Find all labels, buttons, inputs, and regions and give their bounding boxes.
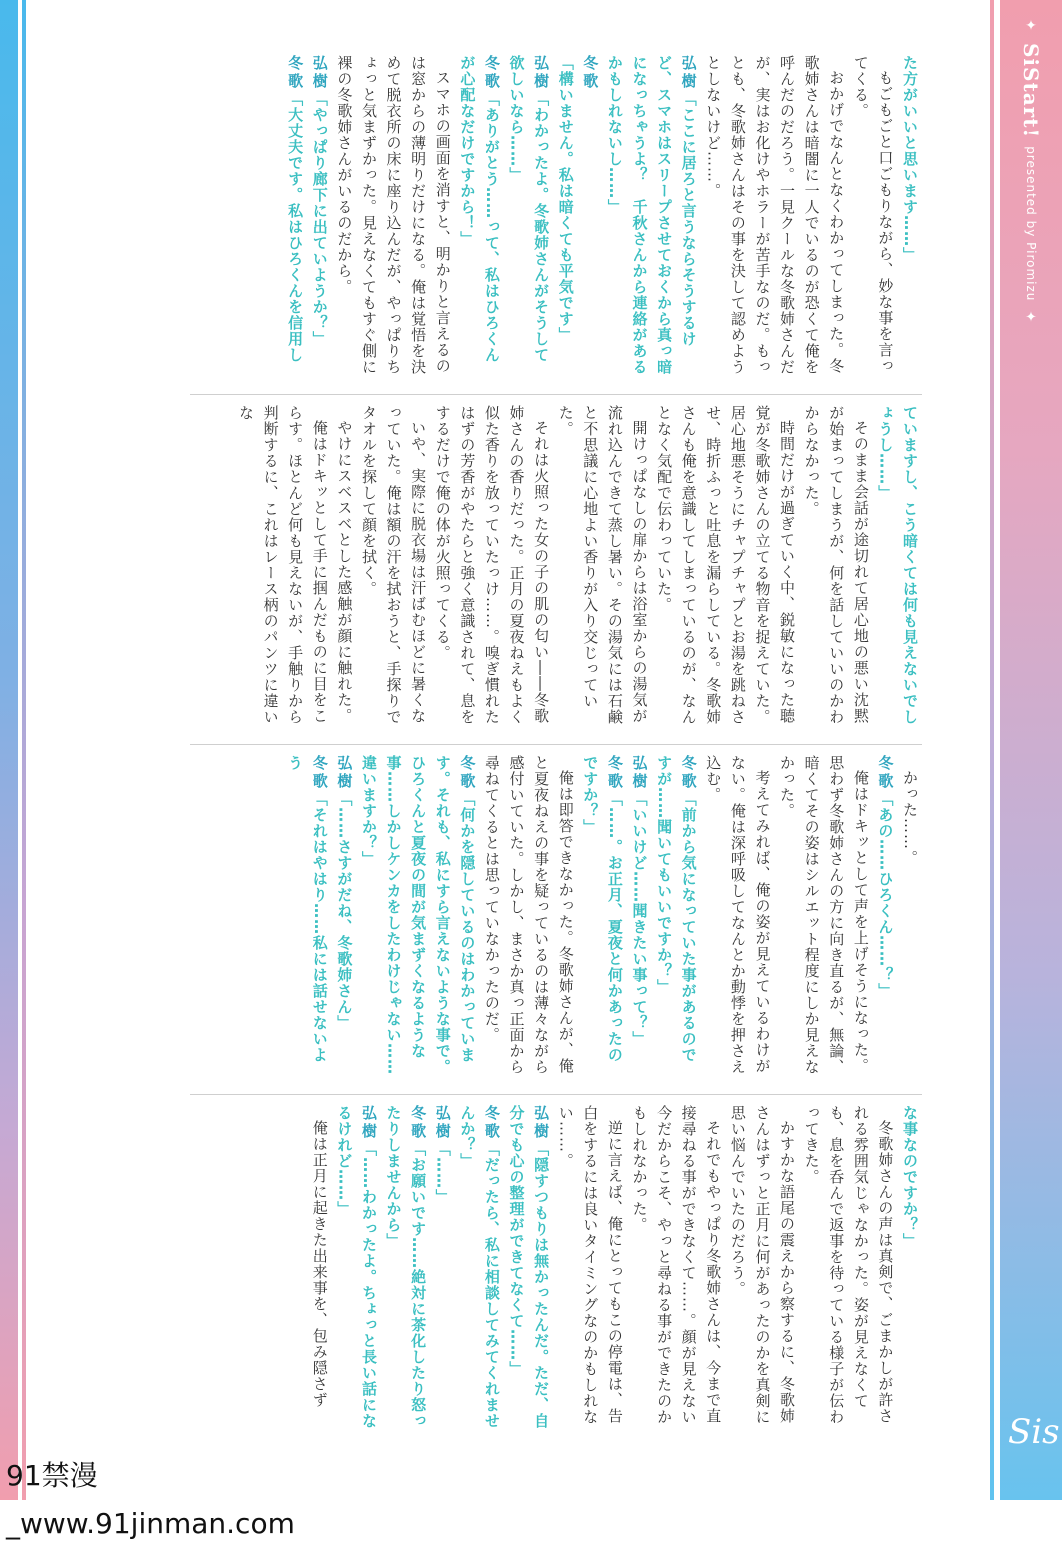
left-gradient-stripe (22, 0, 26, 1500)
brand-title: SiStart! (1019, 42, 1043, 139)
narration-paragraph: 俺は正月に起きた出来事を、包み隠さず (310, 1120, 329, 1408)
narration-paragraph: 冬歌姉さんの声は真剣で、ごまかしが許される雰囲気じゃなかった。姿が見えなくても、息を呑んで返事を待っている様子が伝わってきた。 (802, 1105, 895, 1425)
speaker-name: 冬歌 (310, 755, 329, 791)
dialogue-line (430, 1105, 455, 1435)
vertical-text-block (190, 55, 922, 375)
speaker-name: 弘樹 (532, 55, 551, 91)
dialogue-line (553, 55, 602, 375)
narration-paragraph: 考えてみれば、俺の姿が見えているわけがない。俺は深呼吸してなんとか動悸を押さえ込む。 (704, 755, 772, 1075)
narration-paragraph: そのまま会話が途切れて居心地の悪い沈黙が始まってしまうが、何を話していいのかわからなかった。 (802, 405, 870, 725)
narration-paragraph: おかげでなんとなくわかってしまった。冬歌姉さんは暗闇に一人でいるのが恐くて俺を呼んだのだろう。一見クールな冬歌姉さんだが、実はお化けやホラーが苦手なのだ。もっとも、冬歌姉さんはその事を決して認めようとしないけど……。 (704, 55, 846, 375)
dialogue-line (455, 1105, 504, 1435)
dialogue-continuation: ていますし、こう暗くては何も見えないでしょうし……」 (876, 405, 919, 725)
dialogue-line (504, 1105, 553, 1435)
dialogue-text: 「それはやはり……私には話せないよう (286, 755, 329, 1063)
dialogue-line (455, 55, 504, 375)
dialogue-text: 「わかったよ。冬歌姉さんがそうして欲しいなら……」 (507, 55, 551, 363)
narration-paragraph: かった……。 (901, 770, 919, 866)
dialogue-line (602, 55, 700, 375)
speaker-name: 冬歌 (482, 1105, 501, 1141)
dialogue-text: 「あの……ひろくん……？」 (876, 791, 895, 999)
speaker-name: 冬歌 (581, 55, 600, 91)
speaker-name: 弘樹 (359, 1105, 378, 1141)
sparkle-icon: ✦ (1023, 309, 1039, 327)
dialogue-line (627, 755, 652, 1075)
narration-paragraph: 俺は即答できなかった。冬歌姉さんが、俺と夏夜ねえの事を疑っているのは薄々ながら感付いていた。しかし、まさか真っ正面から尋ねてくるとは思っていなかったのだ。 (482, 755, 575, 1075)
speaker-name: 弘樹 (679, 55, 698, 91)
dialogue-text: 「構いません。私は暗くても平気です」 (556, 55, 575, 343)
sparkle-icon: ✦ (1023, 18, 1039, 35)
speaker-name: 冬歌 (605, 755, 624, 791)
dialogue-line (504, 55, 553, 375)
dialogue-line (873, 755, 898, 1075)
text-row-2 (190, 405, 922, 725)
dialogue-text: 「大丈夫です。私はひろくんを信用し (286, 91, 305, 363)
watermark-url: 91禁漫_www.91jinman.com (6, 1459, 295, 1540)
text-row-1 (190, 55, 922, 375)
speaker-name: 弘樹 (433, 1105, 452, 1141)
dialogue-line (332, 755, 357, 1075)
dialogue-text: 「……。お正月、夏夜と何かあったのですか？」 (581, 755, 624, 1063)
row-divider (190, 744, 922, 745)
dialogue-continuation: た方がいいと思います……」 (901, 55, 919, 263)
dialogue-line (578, 755, 627, 1075)
speaker-name: 冬歌 (286, 55, 305, 91)
dialogue-text: 「……わかったよ。ちょっと長い話になるけれど……」 (335, 1105, 378, 1429)
dialogue-text: 「……さすがだね、冬歌姉さん」 (335, 791, 354, 1031)
brand-byline: presented by Piromizu (1024, 146, 1038, 302)
narration-paragraph: スマホの画面を消すと、明かりと言えるのは窓からの薄明りだけになる。俺は覚悟を決めて脱衣所の床に座り込んだが、やっぱりちょっと気まずかった。見えなくてもすぐ側に裸の冬歌姉さんがいるのだから。 (335, 55, 452, 375)
right-gradient-stripe (990, 0, 994, 1500)
dialogue-text: 「隠すつもりは無かったんだ。ただ、自分でも心の整理ができてなくて……」 (507, 1105, 551, 1429)
dialogue-text: 「お願いです……絶対に茶化したり怒ったりしませんから」 (384, 1105, 428, 1429)
narration-paragraph: 俺はドキッとして声を上げそうになった。思わず冬歌姉さんの方に向き直るが、無論、暗くてその姿はシルエット程度にしか見えなかった。 (778, 755, 870, 1075)
brand-vertical-title (1000, 18, 1062, 378)
narration-paragraph: 開けっぱなしの扉からは浴室からの湯気が流れ込んできて蒸し暑い。その湯気には石鹸と不思議に心地よい香りが入り交じっていた。 (556, 405, 649, 725)
left-gradient-band (0, 0, 18, 1500)
narration-paragraph: 俺はドキッとして手に掴んだものに目をこらす。ほとんど何も見えないが、手触りから判断するに、これはレース柄のパンツに違いな (236, 405, 329, 725)
row-divider (190, 1094, 922, 1095)
dialogue-text: 「だったら、私に相談してみてくれませんか？」 (458, 1105, 501, 1429)
speaker-name: 弘樹 (532, 1105, 551, 1141)
dialogue-line (332, 1105, 381, 1435)
text-row-3 (190, 755, 922, 1075)
speaker-name: 冬歌 (482, 55, 501, 91)
narration-paragraph: それでもやっぱり冬歌姉さんは、今まで直接尋ねる事ができなくて……。顔が見えない今だからこそ、やっと尋ねる事ができたのかもしれなかった。 (630, 1105, 723, 1425)
narration-paragraph: 時間だけが過ぎていく中、鋭敏になった聴覚が冬歌姉さんの立てる物音を捉えていた。居心地悪そうにチャプチャプとお湯を跳ねさせ、時折ふっと吐息を漏らしている。冬歌姉さんも俺を意識してしまっているのが、なんとなく気配で伝わっていた。 (655, 405, 797, 725)
speaker-name: 弘樹 (335, 755, 354, 791)
dialogue-text: 「ありがとう……って、私はひろくんが心配なだけですから！」 (458, 55, 501, 363)
narration-paragraph: かすかな語尾の震えから察するに、冬歌姉さんはずっと正月に何があったのかを真剣に思い悩んでいたのだろう。 (728, 1105, 797, 1425)
narration-paragraph: いや、実際に脱衣場は汗ばむほどに暑くなっていた。俺は額の汗を拭おうと、手探りでタオルを探して顔を拭く。 (359, 405, 428, 725)
dialogue-line (283, 755, 332, 1075)
dialogue-line (651, 755, 700, 1075)
dialogue-line (356, 755, 479, 1075)
speaker-name: 冬歌 (876, 755, 895, 791)
speaker-name: 弘樹 (630, 755, 649, 791)
dialogue-text: 「何かを隠しているのはわかっています。それも、私にすら言えないような事で。ひろくんと夏夜の間が気まずくなるような事……しかしケンカをしたわけじゃない……違いますか？」 (359, 755, 477, 1075)
speaker-name: 冬歌 (679, 755, 698, 791)
dialogue-continuation: な事なのですか？」 (901, 1105, 919, 1249)
dialogue-line (283, 55, 308, 375)
narration-paragraph: 逆に言えば、俺にとってもこの停電は、告白をするには良いタイミングなのかもしれない……。 (556, 1105, 624, 1425)
vertical-text-block (190, 405, 922, 725)
dialogue-line (307, 55, 332, 375)
text-row-4 (190, 1105, 922, 1435)
dialogue-text: 「やっぱり廊下に出ていようか？」 (310, 91, 329, 347)
dialogue-text: 「……」 (433, 1141, 452, 1205)
dialogue-text: 「前から気になっていた事があるのですが……聞いてもいいですか？」 (655, 755, 698, 1063)
narration-paragraph: それは火照った女の子の肌の匂い――冬歌姉さんの香りだった。正月の夏夜ねえもよく似た香りを放っていたっけ……。嗅ぎ慣れたはずの芳香がやたらと強く意識されて、息をするだけで俺の体が火照ってくる。 (433, 405, 551, 725)
speaker-name: 冬歌 (409, 1105, 428, 1141)
narration-paragraph: やけにスベスベとした感触が顔に触れた。 (335, 420, 354, 724)
dialogue-line (381, 1105, 430, 1435)
speaker-name: 冬歌 (458, 755, 477, 791)
dialogue-text: 「いいけど……聞きたい事って？」 (630, 791, 649, 1047)
speaker-name: 弘樹 (310, 55, 329, 91)
dialogue-text: 「ここに居ろと言うならそうするけど、スマホはスリープさせておくから真っ暗になっちゃうよ？ 千秋さんから連絡があるかもしれないし……」 (605, 55, 698, 375)
row-divider (190, 394, 922, 395)
vertical-text-block (190, 755, 922, 1075)
vertical-text-block (190, 1105, 922, 1435)
sis-logo: Sis (1008, 1412, 1060, 1452)
narration-paragraph: もごもごと口ごもりながら、妙な事を言ってくる。 (851, 55, 895, 374)
